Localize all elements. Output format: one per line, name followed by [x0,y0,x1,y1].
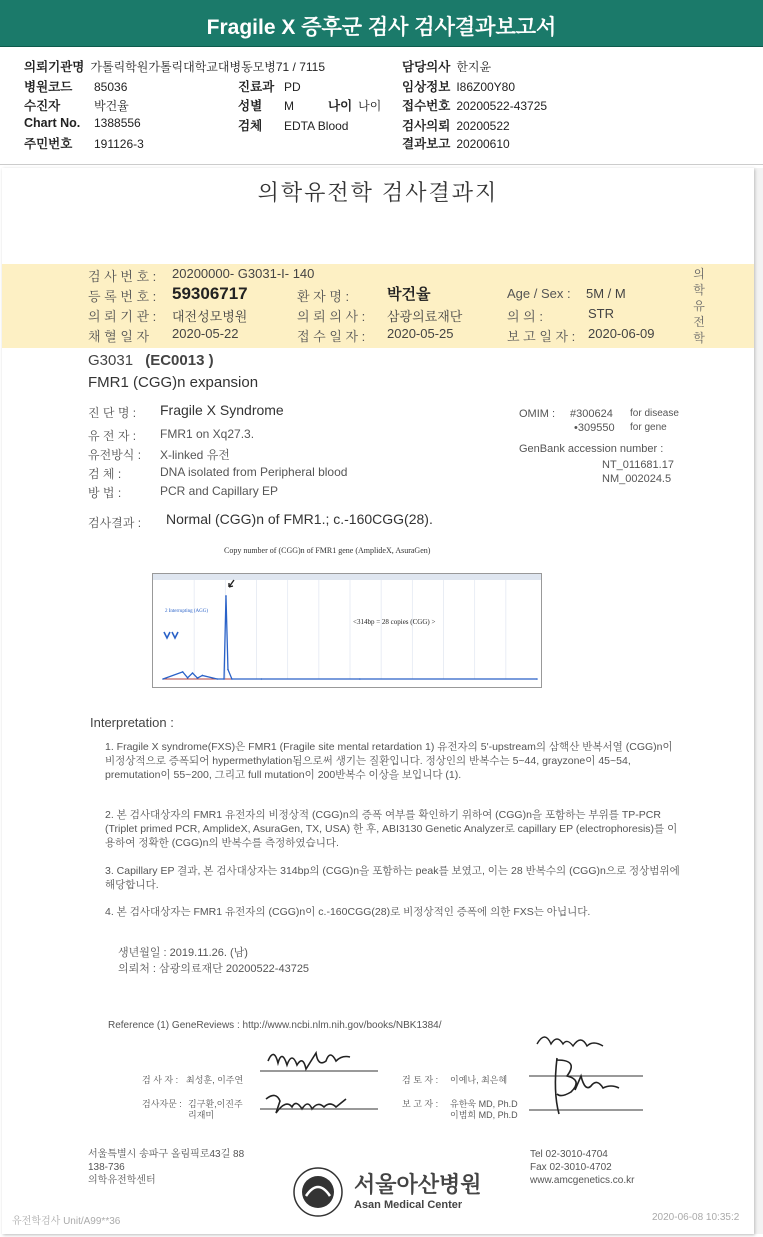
address-line-2: 138-736 [88,1162,125,1173]
agesex: 5M / M [586,286,626,301]
gene: FMR1 on Xq27.3. [160,427,255,441]
chart-arrow-marker [164,632,170,638]
chart-data-point [182,671,184,673]
requester: 삼광의료재단 [387,309,463,324]
unit-id: 유전학검사 Unit/A99**36 [12,1216,121,1227]
result-label: 검사결과 : [88,516,142,530]
gene-label: 유 전 자 : [88,429,137,443]
reg-no: 59306717 [172,284,248,303]
interp-item-2: 2. 본 검사대상자의 FMR1 유전자의 비정상적 (CGG)n의 증폭 여부를 확인하기 위하여 (CGG)n을 포함하는 부위를 TP-PCR (Triplet primed PCR, AmplideX, AsuraGen, TX, USA) 한 후, ABI3130 Genetic Analyzer로 capillary EP (electrophoresis)를 이용하여 정확한 (CGG)n의 반복수를 측정하였습니다. [105,809,678,849]
patient-row: 수진자 박건율 [24,99,129,113]
sample-label: 검 체 : [88,467,122,481]
omim-gene: •309550 [574,422,615,434]
interp-item-4: 4. 본 검사대상자는 FMR1 유전자의 (CGG)n이 c.-160CGG(28)로 비정상적인 증폭에 의한 FXS는 아닙니다. [105,906,591,918]
tester: 최성훈, 이주연 [186,1075,244,1085]
reporter: 유한욱 MD, Ph.D [450,1099,518,1109]
genbank-acc2: NM_002024.5 [602,473,672,485]
address-line-3: 의학유전학센터 [88,1175,156,1186]
inherit-label: 유전방식 : [88,448,142,462]
doctor-row: 담당의사 한지윤 [402,60,492,74]
signature-reviewer [537,1037,603,1046]
side-label: 의학유전학 [693,267,705,345]
chart-data-point [187,677,189,679]
report-title-bar [0,0,763,47]
asan-logo-emblem [292,1166,344,1218]
code-row: 병원코드 85036 [24,80,128,94]
receive-date-label: 접 수 일 자 : [297,329,366,344]
report-date-label: 보 고 일 자 : [507,329,576,344]
sample: DNA isolated from Peripheral blood [160,465,348,479]
chart-data-point [192,672,194,674]
draw-date: 2020-05-22 [172,326,239,341]
chart-arrow-marker [172,632,178,638]
omim-label: OMIM : [519,408,556,420]
chart-data-point [359,678,361,680]
clinical-row: 임상정보 I86Z00Y80 [402,80,516,94]
method: PCR and Capillary EP [160,484,279,498]
report-date-row: 결과보고 20200610 [402,137,510,151]
age-row: 나이 나이 [328,99,382,113]
print-timestamp: 2020-06-08 10:35:2 [652,1212,740,1223]
dept-row: 진료과 PD [238,80,301,94]
chart-data-point [202,675,204,677]
chart-data-point [536,678,538,680]
page-edge [754,168,763,1234]
contact-tel: Tel 02-3010-4704 [530,1149,608,1160]
advisor-label: 검사자문 : [142,1099,182,1109]
patient-name: 박건율 [387,286,431,303]
chart-data-point [261,678,263,680]
request-row: 검사의뢰 20200522 [402,119,510,133]
test-code: G3031 (EC0013 ) [88,352,214,369]
test-no-label: 검 사 번 호 : [88,269,157,284]
reporter-2: 이범희 MD, Ph.D [450,1110,518,1120]
electropherogram-svg [153,574,541,687]
chart-data-point [223,678,225,680]
tester-label: 검 사 자 : [142,1075,179,1085]
contact-web: www.amcgenetics.co.kr [530,1175,635,1186]
report-title: Fragile X 증후군 검사 검사결과보고서 [206,16,557,39]
advisor: 김구환,이진주 [188,1099,243,1109]
chart-data-point [216,678,218,680]
address-block [88,1148,244,1187]
signature-advisor [266,1095,346,1113]
resident-row: 주민번호 191126-3 [24,137,144,151]
chart-data-point [197,677,199,679]
requester-line: 의뢰처 : 삼광의료재단 20200522-43725 [118,963,310,975]
signatures-right [527,1028,647,1128]
signature-tester [268,1053,350,1069]
reporter-label: 보 고 자 : [402,1099,439,1109]
reference: Reference (1) GeneReviews : http://www.ncbi.nlm.nih.gov/books/NBK1384/ [108,1020,442,1031]
inst: 대전성모병원 [172,309,248,324]
agesex-label: Age / Sex : [507,286,571,301]
sex-row: 성별 M [238,99,294,113]
chart-data-point [162,678,164,680]
chart-data-point [231,678,233,680]
chart-inset-label: 2 Interrupting (AGG) [165,609,209,614]
test-no: 20200000- G3031-I- 140 [172,266,315,281]
receipt-row: 접수번호 20200522-43725 [402,99,548,113]
patient-name-label: 환 자 명 : [297,289,350,304]
header-info [0,47,763,165]
signatures-left [260,1043,380,1133]
diagnosis: Fragile X Syndrome [160,402,284,418]
hospital-name-ko: 서울아산병원 [354,1172,482,1197]
report-page [2,168,754,1234]
address-line-1: 서울특별시 송파구 올림픽로43길 88 [88,1149,245,1160]
requester-label: 의 뢰 의 사 : [297,309,366,324]
interp-item-3: 3. Capillary EP 결과, 본 검사대상자는 314bp의 (CGG)n을 포함하는 peak를 보였고, 이는 28 반복수의 (CGG)n으로 정상범위에 해당합니다. [105,865,680,891]
physician-label: 의 의 : [507,309,543,324]
chart-annotation: <314bp = 28 copies (CGG) > [353,618,436,626]
birth-date: 생년월일 : 2019.11.26. (남) [118,947,248,959]
interpretation-title: Interpretation : [90,715,174,730]
chart-data-point [227,669,229,671]
report-date: 2020-06-09 [588,326,655,341]
electropherogram [152,573,542,688]
genbank-label: GenBank accession number : [519,443,664,455]
interp-item-1: 1. Fragile X syndrome(FXS)은 FMR1 (Fragile site mental retardation 1) 유전자의 5'-upstream의 삼핵산 반복서열 (CGG)n이 비정상적으로 증폭되어 hypermethylation됨으로써 생기는 질환입니다. 정상인의 반복수는 5~44, grayzone이 45~54, premutation이 55~200, 그리고 full mutation이 200반복수 이상을 보입니다 (1). [105,741,673,781]
hospital-name-en: Asan Medical Center [354,1199,463,1211]
contact-fax: Fax 02-3010-4702 [530,1162,612,1173]
chart-data-point [225,595,227,597]
reviewer: 이예나, 최은혜 [450,1075,508,1085]
inheritance: X-linked 유전 [160,448,230,462]
patient-band [2,264,754,348]
institution-row: 의뢰기관명 가톨릭학원가톨릭대학교대병동모병71 / 7115 [24,60,326,74]
chart-title: Copy number of (CGG)n of FMR1 gene (AmplideX, AsuraGen) [224,546,431,555]
advisor-2: 리재미 [188,1110,215,1120]
genbank-acc1: NT_011681.17 [602,459,674,471]
contact-block [530,1148,634,1187]
chart-top-ruler [153,574,541,580]
result: Normal (CGG)n of FMR1.; c.-160CGG(28). [166,511,433,527]
document-title: 의학유전학 검사결과지 [257,180,499,205]
specimen-row: 검체 EDTA Blood [238,119,349,133]
draw-date-label: 채 혈 일 자 [88,329,150,344]
chart-no-row: Chart No. 1388556 [24,116,141,130]
method-label: 방 법 : [88,486,122,500]
omim-disease: #300624 [570,408,613,420]
chart-peak-arrow [229,580,234,587]
dx-label: 진 단 명 : [88,406,137,420]
signature-reporter [555,1058,619,1114]
omim-gene-text: for gene [630,422,667,433]
test-name: FMR1 (CGG)n expansion [88,374,259,391]
physician: STR [588,306,614,321]
reviewer-label: 검 토 자 : [402,1075,439,1085]
reg-no-label: 등 록 번 호 : [88,289,157,304]
inst-label: 의 뢰 기 관 : [88,309,157,324]
receive-date: 2020-05-25 [387,326,454,341]
omim-disease-text: for disease [630,408,679,419]
